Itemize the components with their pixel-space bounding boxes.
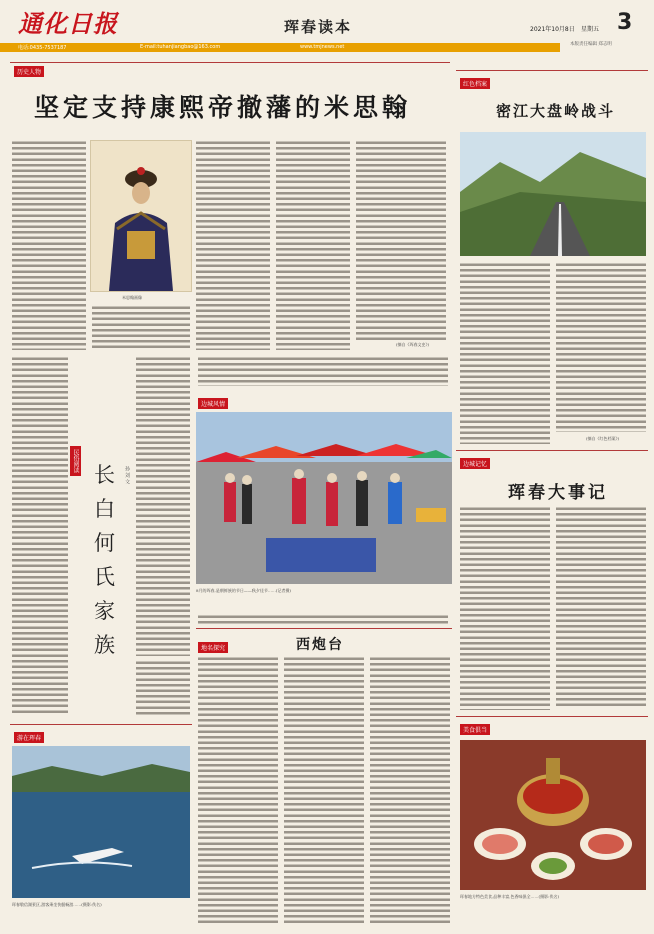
folk-title-char: 家 — [94, 599, 115, 623]
page-number: 3 — [617, 10, 633, 35]
mountain-road-photo — [460, 132, 646, 256]
folk-title-char: 何 — [94, 531, 115, 555]
archive-body-col2 — [556, 262, 646, 432]
section-tag: 美食俱当 — [460, 724, 490, 735]
editor-credit: 本版责任编辑 郑志明 — [570, 42, 612, 47]
red-archive-article — [456, 70, 648, 446]
food-photo — [460, 740, 646, 890]
article-body-col1 — [12, 140, 86, 350]
folk-body-col2 — [136, 356, 190, 656]
section-rule — [10, 724, 192, 725]
speedboat-caption: 珲春敬信湖景区,游客乘坐快艇畅游……(摄影:佚名) — [12, 902, 102, 907]
place-body-col1 — [198, 656, 278, 924]
folk-body-col3 — [136, 660, 190, 716]
section-tag: 边城记忆 — [460, 458, 490, 469]
issue-weekday: 星期五 — [581, 26, 600, 33]
folk-title-char: 长 — [94, 463, 115, 487]
speedboat-photo — [12, 746, 190, 898]
archive-body-col1 — [460, 262, 550, 444]
section-tag: 边城风情 — [198, 398, 228, 409]
section-rule — [456, 70, 648, 71]
archive-byline: (摘自《红色档案》) — [586, 436, 620, 441]
newspaper-logo: 通化日报 — [18, 9, 118, 38]
section-tag: 历史人物 — [14, 66, 44, 77]
archive-headline: 密江大盘岭战斗 — [496, 102, 616, 120]
section-rule — [196, 628, 452, 629]
chronicle-headline: 珲春大事记 — [508, 483, 608, 503]
article-body-col5 — [356, 140, 446, 340]
festival-photo — [196, 412, 452, 584]
place-body-col2 — [284, 656, 364, 924]
folk-author: 孙 刘 文 — [124, 466, 130, 485]
festival-illustration — [196, 412, 452, 584]
article-body-col4 — [276, 140, 350, 350]
folk-body-col1 — [12, 356, 68, 716]
masthead — [0, 0, 654, 56]
section-tag: 游在珲春 — [14, 732, 44, 743]
article-body-col3 — [196, 140, 270, 350]
contact-bar — [0, 43, 560, 52]
food-caption: 珲春地方特色美食,品种丰富,色香味俱全……(摄影:佚名) — [460, 894, 560, 899]
contact-web: www.tmjnews.net — [300, 44, 345, 50]
article-headline: 坚定支持康熙帝撤藩的米思翰 — [34, 93, 412, 122]
chronicle-article — [456, 450, 648, 712]
folk-title-char: 氏 — [94, 565, 115, 589]
article-byline: (摘自《珲春文史》) — [396, 342, 430, 347]
section-rule — [456, 450, 648, 451]
place-body-col3 — [370, 656, 450, 924]
food-section — [456, 716, 648, 928]
contact-phone: 电话:0435-7537187 — [18, 45, 67, 51]
festival-caption: 8月的珲春,是朝鲜族的节日——秋夕佳节……(记者摄) — [196, 588, 291, 593]
section-title: 珲春读本 — [284, 18, 353, 36]
folklore-article — [10, 356, 192, 718]
culture-photo-section — [196, 398, 452, 612]
center-text-block — [198, 356, 448, 386]
section-rule — [456, 716, 648, 717]
place-name-article — [196, 628, 452, 928]
place-headline: 西炮台 — [296, 637, 344, 653]
issue-date: 2021年10月8日 — [530, 26, 575, 33]
section-rule — [10, 62, 450, 63]
center-text-block-2 — [198, 614, 448, 626]
contact-email: E-mail:tuhanjiangbao@163.com — [140, 44, 221, 50]
portrait-photo — [90, 140, 192, 292]
mountain-illustration — [460, 132, 646, 256]
travel-section — [10, 724, 192, 928]
section-tag: 地名探究 — [198, 642, 228, 653]
portrait-caption: 米思翰画像 — [122, 295, 142, 300]
portrait-illustration — [91, 141, 191, 291]
hotpot-illustration — [460, 740, 646, 890]
history-article — [10, 62, 450, 354]
chronicle-body-col2 — [556, 506, 646, 706]
folk-title — [94, 458, 122, 662]
section-tag: 红色档案 — [460, 78, 490, 89]
folk-title-char: 族 — [94, 633, 115, 657]
section-tag: 民俗阅读 — [70, 446, 81, 476]
chronicle-body-col1 — [460, 506, 550, 710]
lake-illustration — [12, 746, 190, 898]
folk-title-char: 白 — [94, 497, 115, 521]
article-body-col2 — [92, 305, 190, 350]
